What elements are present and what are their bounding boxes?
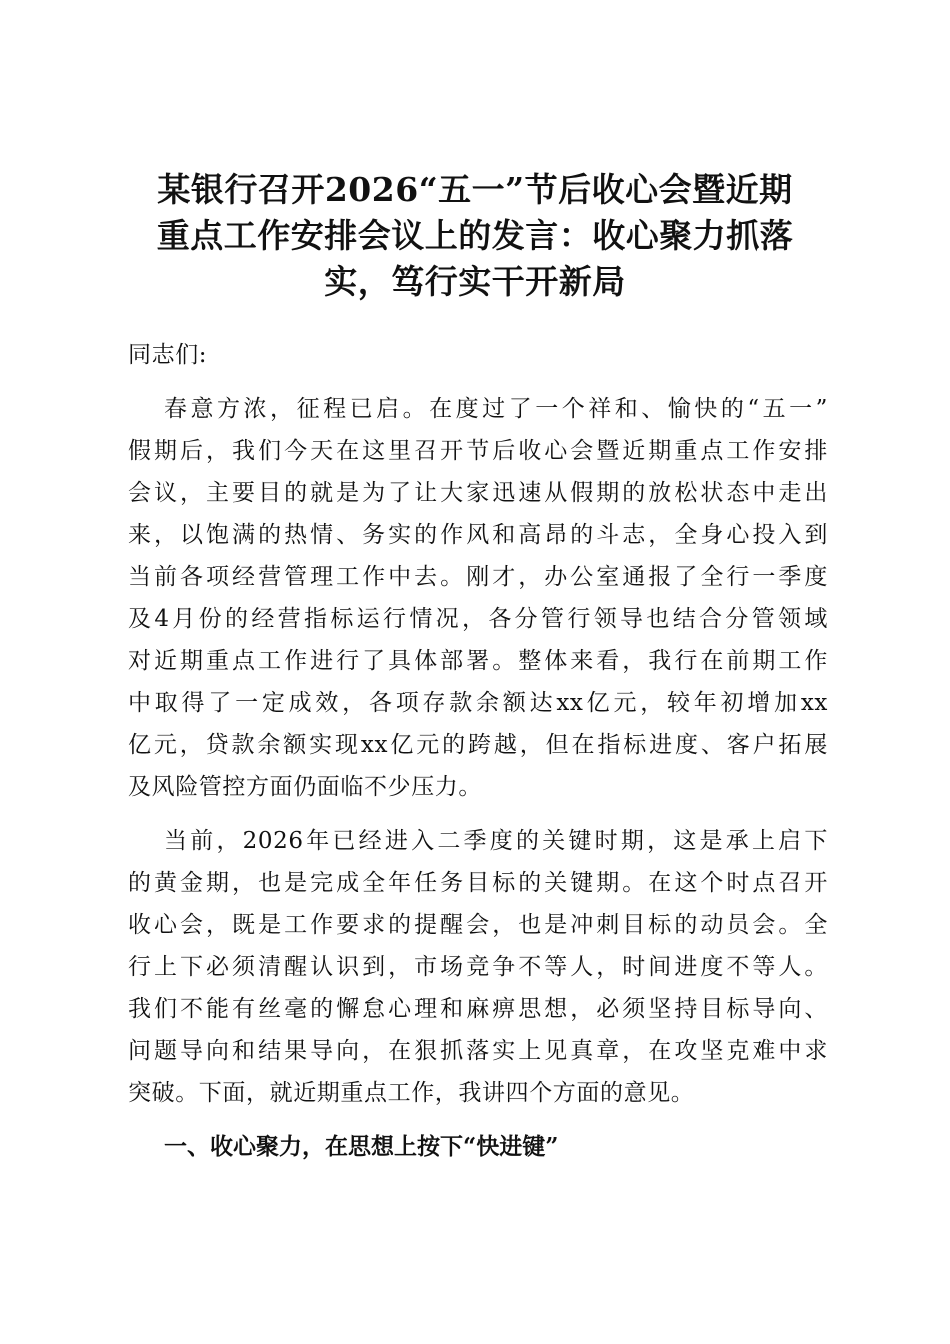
title-line-3: 实，笃行实干开新局 [324,262,626,301]
paragraph-line: 当前各项经营管理工作中去。刚才，办公室通报了全行一季度 [128,564,828,590]
paragraph-line: 的黄金期，也是完成全年任务目标的关键期。在这个时点召开 [128,870,828,896]
paragraph-line: 当前，2026年已经进入二季度的关键时期，这是承上启下 [164,828,828,854]
paragraph-line: 问题导向和结果导向，在狠抓落实上见真章，在攻坚克难中求 [128,1038,828,1064]
paragraph-line: 行上下必须清醒认识到，市场竞争不等人，时间进度不等人。 [128,954,828,980]
title-line-2: 重点工作安排会议上的发言：收心聚力抓落 [156,216,794,255]
paragraph-line: 及4月份的经营指标运行情况，各分管行领导也结合分管领域 [128,606,828,632]
paragraph-line: 春意方浓，征程已启。在度过了一个祥和、愉快的“五一” [164,396,828,422]
paragraph-line: 我们不能有丝毫的懈怠心理和麻痹思想，必须坚持目标导向、 [128,996,828,1022]
paragraph-2 [128,820,828,1114]
paragraph-line: 中取得了一定成效，各项存款余额达xx亿元，较年初增加xx [128,690,828,716]
document-title [120,167,830,305]
title-line-1: 某银行召开2026“五一”节后收心会暨近期 [157,170,793,209]
paragraph-line: 会议，主要目的就是为了让大家迅速从假期的放松状态中走出 [128,480,828,506]
paragraph-line: 突破。下面，就近期重点工作，我讲四个方面的意见。 [128,1080,695,1106]
paragraph-line: 来，以饱满的热情、务实的作风和高昂的斗志，全身心投入到 [128,522,828,548]
paragraph-1 [128,388,828,808]
salutation: 同志们: [128,342,208,368]
paragraph-line: 及风险管控方面仍面临不少压力。 [128,774,482,800]
document-body [128,334,828,1168]
section-heading-1: 一、收心聚力，在思想上按下“快进键” [164,1133,559,1160]
paragraph-line: 对近期重点工作进行了具体部署。整体来看，我行在前期工作 [128,648,828,674]
paragraph-line: 假期后，我们今天在这里召开节后收心会暨近期重点工作安排 [128,438,828,464]
paragraph-line: 亿元，贷款余额实现xx亿元的跨越，但在指标进度、客户拓展 [128,732,828,758]
paragraph-line: 收心会，既是工作要求的提醒会，也是冲刺目标的动员会。全 [128,912,828,938]
